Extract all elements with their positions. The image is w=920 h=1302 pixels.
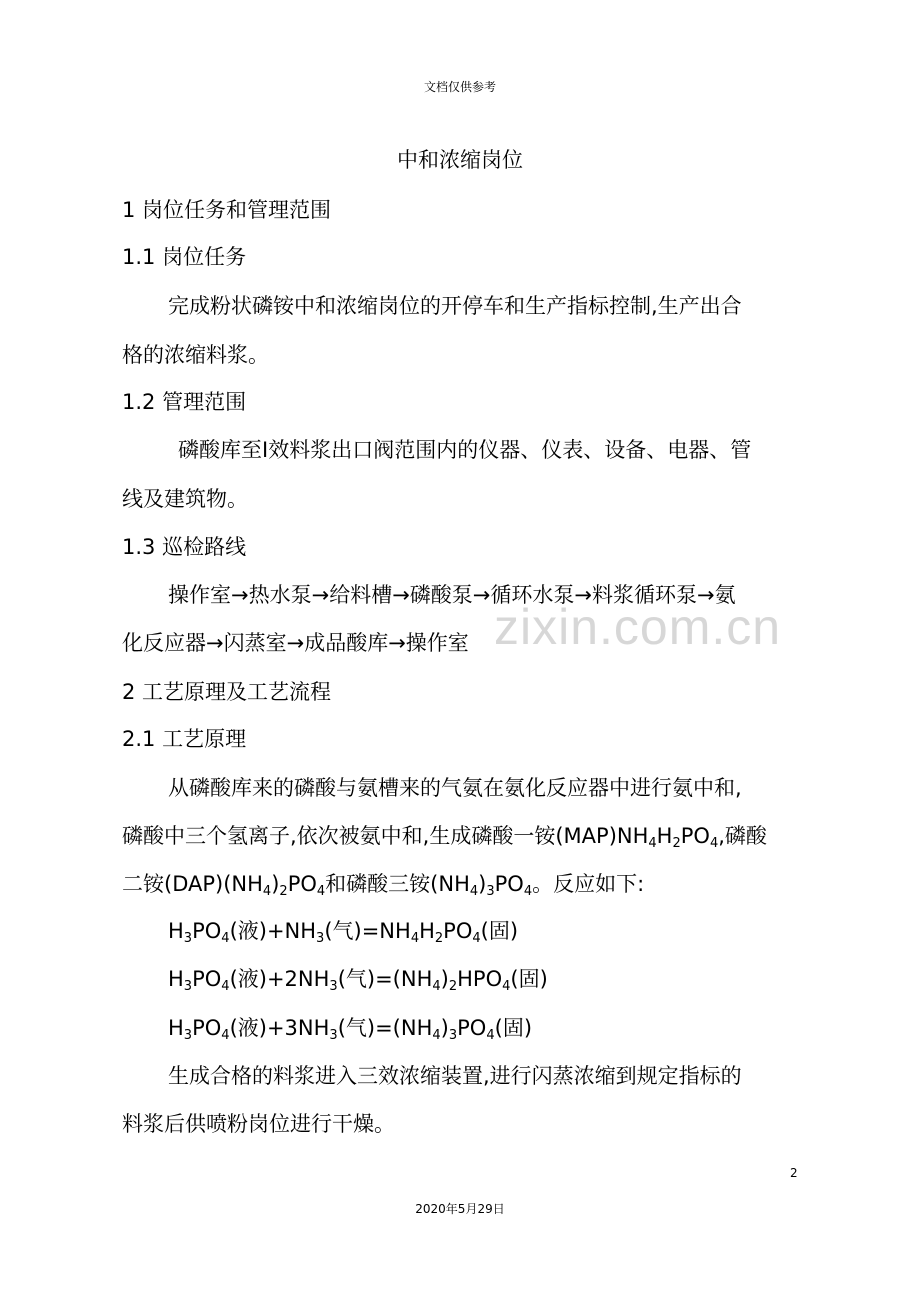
subscript: 4 (486, 1028, 495, 1043)
text-run: H (168, 1016, 184, 1040)
subscript: 2 (279, 884, 288, 899)
text-run: PO (494, 872, 524, 896)
subscript: 4 (221, 979, 230, 994)
text-run: PO (680, 824, 710, 848)
watermark: zixin.com.cn (494, 599, 782, 655)
section-heading-2: 2 工艺原理及工艺流程 (122, 680, 332, 704)
text-run: HPO (457, 967, 503, 991)
subscript: 4 (502, 979, 511, 994)
text-run: PO (457, 1016, 487, 1040)
subscript: 4 (316, 884, 326, 899)
text-run: PO (443, 919, 473, 943)
text-run: 。反应如下: (532, 872, 645, 896)
text-run: (液)+NH (229, 919, 317, 943)
text-run: (液)+3NH (229, 1016, 330, 1040)
equation-3 (168, 1012, 532, 1042)
text-run: (气)=(NH (337, 1016, 433, 1040)
paragraph-line (122, 868, 644, 898)
subscript: 3 (329, 979, 338, 994)
subscript: 2 (448, 979, 458, 994)
text-run: 磷酸中三个氢离子,依次被氨中和,生成磷酸一铵(MAP)NH (122, 824, 649, 848)
paragraph-line: 从磷酸库来的磷酸与氨槽来的气氨在氨化反应器中进行氨中和, (168, 776, 742, 800)
subscript: 4 (432, 979, 441, 994)
text-run: (气)=(NH (337, 967, 433, 991)
text-run: (液)+2NH (229, 967, 330, 991)
text-run: ,磷酸 (718, 824, 767, 848)
text-run: PO (192, 967, 222, 991)
paragraph-line: 操作室→热水泵→给料槽→磷酸泵→循环水泵→料浆循环泵→氨 (168, 583, 736, 607)
equation-2 (168, 963, 548, 993)
subsection-heading-1-1: 1.1 岗位任务 (122, 245, 247, 269)
subsection-heading-1-2: 1.2 管理范围 (122, 390, 247, 414)
subscript: 2 (434, 931, 444, 946)
text-run: 和磷酸三铵(NH (325, 872, 470, 896)
section-heading-1: 1 岗位任务和管理范围 (122, 198, 332, 222)
subscript: 3 (183, 931, 193, 946)
paragraph-line: 生成合格的料浆进入三效浓缩装置,进行闪蒸浓缩到规定指标的 (168, 1064, 742, 1088)
subscript: 3 (316, 931, 325, 946)
subscript: 3 (183, 1028, 193, 1043)
page-number: 2 (790, 1166, 798, 1180)
document-title: 中和浓缩岗位 (397, 148, 523, 172)
text-run: PO (287, 872, 317, 896)
text-run: (固) (480, 919, 519, 943)
text-run: (气)=NH (324, 919, 411, 943)
text-run: ) (440, 967, 449, 991)
subscript: 4 (472, 931, 481, 946)
paragraph-line: 磷酸库至I效料浆出口阀范围内的仪器、仪表、设备、电器、管 (178, 438, 752, 462)
paragraph-line: 料浆后供喷粉岗位进行干燥。 (122, 1112, 395, 1136)
text-run: (固) (510, 967, 548, 991)
text-run: H (656, 824, 673, 848)
text-run: PO (192, 919, 222, 943)
subsection-heading-2-1: 2.1 工艺原理 (122, 727, 247, 751)
subscript: 4 (432, 1028, 441, 1043)
text-run: ) (440, 1016, 449, 1040)
subscript: 4 (221, 1028, 230, 1043)
subscript: 4 (709, 836, 719, 851)
text-run: H (168, 967, 184, 991)
paragraph-line (122, 820, 767, 850)
text-run: 二铵(DAP)(NH (122, 872, 263, 896)
text-run: (固) (494, 1016, 533, 1040)
page-footer-date: 2020年5月29日 (415, 1202, 505, 1216)
subscript: 3 (448, 1028, 458, 1043)
subscript: 4 (648, 836, 657, 851)
paragraph-line: 格的浓缩料浆。 (122, 343, 269, 367)
subscript: 3 (486, 884, 495, 899)
subscript: 4 (262, 884, 272, 899)
page-header: 文档仅供参考 (423, 80, 496, 94)
subsection-heading-1-3: 1.3 巡检路线 (122, 535, 247, 559)
text-run: ) (478, 872, 487, 896)
subscript: 4 (221, 931, 230, 946)
subscript: 2 (672, 836, 681, 851)
text-run: H (419, 919, 435, 943)
subscript: 4 (410, 931, 420, 946)
subscript: 4 (469, 884, 479, 899)
paragraph-line: 化反应器→闪蒸室→成品酸库→操作室 (122, 631, 469, 655)
paragraph-line: 完成粉状磷铵中和浓缩岗位的开停车和生产指标控制,生产出合 (168, 294, 742, 318)
subscript: 3 (183, 979, 193, 994)
text-run: H (168, 919, 184, 943)
paragraph-line: 线及建筑物。 (122, 487, 248, 511)
text-run: ) (271, 872, 280, 896)
subscript: 3 (329, 1028, 338, 1043)
text-run: PO (192, 1016, 222, 1040)
equation-1 (168, 915, 518, 945)
subscript: 4 (523, 884, 533, 899)
